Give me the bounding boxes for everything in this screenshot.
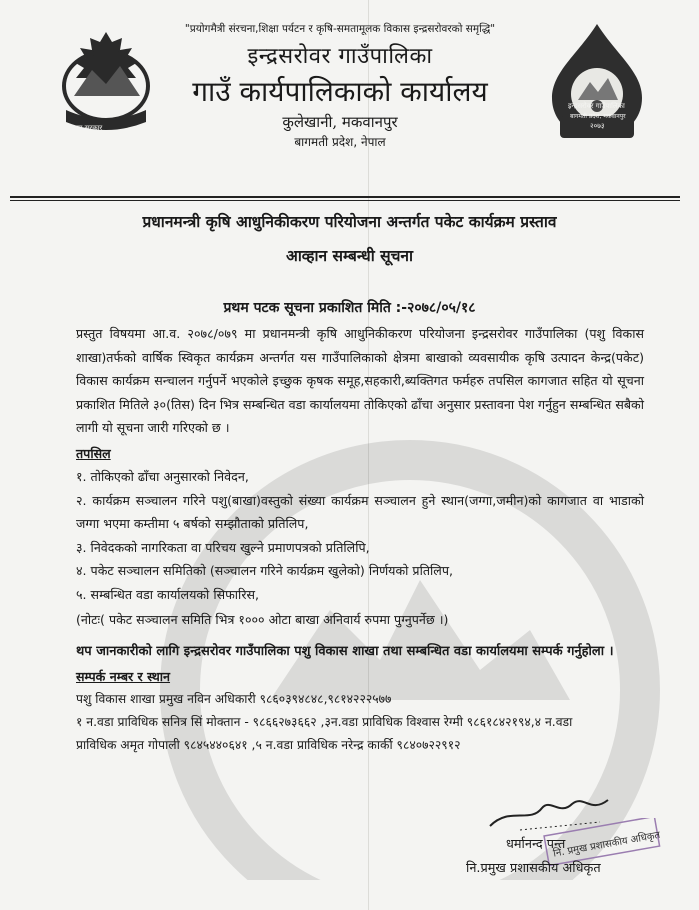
signature-block — [460, 786, 660, 906]
nepal-government-emblem — [52, 26, 160, 136]
list-item: ५. सम्बन्धित वडा कार्यालयको सिफारिस, — [76, 586, 259, 602]
note: (नोटः( पकेट सञ्चालन समिति भित्र १००० ओटा बाखा अनिवार्य रुपमा पुग्नुपर्नेछ ।) — [76, 612, 449, 627]
letterhead — [175, 40, 505, 150]
contact-line: १ न.वडा प्राविधिक सनित्र सिं मोक्तान - ९८६६२७३६६२ ,३न.वडा प्राविधिक विश्वास रेग्मी ९८६१८४२१९४,४ न.वडा — [76, 715, 573, 729]
right-emblem-year: २०७३ — [590, 122, 605, 130]
list-item: १. तोकिएको ढाँचा अनुसारको निवेदन, — [76, 469, 249, 484]
notice-title: प्रधानमन्त्री कृषि आधुनिकीकरण परियोजना अन्तर्गत पकेट कार्यक्रम प्रस्ताव — [142, 213, 557, 231]
office-address: कुलेखानी, मकवानपुर — [282, 113, 398, 131]
office-name: गाउँ कार्यपालिकाको कार्यालय — [192, 75, 488, 108]
motto: "प्रयोगमैत्री संरचना,शिक्षा पर्यटन र कृषि-समतामूलक विकास इन्द्रसरोवरको समृद्धि" — [184, 23, 496, 35]
published-date: प्रथम पटक सूचना प्रकाशित मिति :-२०७८/०५/१८ — [223, 300, 476, 316]
list-item: ४. पकेट सञ्चालन समितिको (सञ्चालन गरिने कार्यक्रम खुलेको) निर्णयको प्रतिलिप, — [76, 563, 453, 578]
list-item: २. कार्यक्रम सञ्चालन गरिने पशु(बाखा)वस्तुको संख्या कार्यक्रम सञ्चालन हुने स्थान(जग्गा,जमीन)को कागजात वा भाडाको जग्गा भएमा कम्तीमा ५ बर्षको सम्झौताको प्रतिलिप, — [76, 492, 644, 531]
list-item: ३. निवेदकको नागरिकता वा परिचय खुल्ने प्रमाणपत्रको प्रतिलिपि, — [76, 539, 370, 555]
right-emblem-subcaption: बागमती प्रदेश, मकवानपुर — [570, 113, 626, 120]
header-divider — [10, 196, 680, 198]
notice-paragraph: प्रस्तुत विषयमा आ.व. २०७८/०७९ मा प्रधानमन्त्री कृषि आधुनिकीकरण परियोजना इन्द्रसरोवर गाउँपालिका (पशु विकास शाखा)तर्फको वार्षिक स्विकृत कार्यक्रम अन्तर्गत यस गाउँपालिकाको क्षेत्रमा बाखाको व्यवसायीक कृषि उत्पादन केन्द्र(पकेट) विकास कार्यक्रम सन्चालन गर्नुपर्ने भएकोले इच्छुक कृषक समूह,सहकारी,ब्यक्तिगत फर्महरु तपसिल कागजात सहित यो सूचना प्रकाशित मितिले ३०(तिस) दिन भित्र सम्बन्धित वडा कार्यालयमा तोकिएको ढाँचा अनुसार प्रस्तावना पेश गर्नुहुन सम्बन्धित सबैको लागी यो सूचना जारी गरिएको छ । — [76, 326, 644, 435]
province-name: बागमती प्रदेश, नेपाल — [294, 135, 386, 149]
notice-subtitle: आव्हान सम्बन्धी सूचना — [285, 247, 414, 265]
more-info-text: थप जानकारीको लागि इन्द्रसरोवर गाउँपालिका पशु विकास शाखा तथा सम्बन्धित वडा कार्यालयमा सम्पर्क गर्नुहोला । — [76, 643, 614, 659]
municipality-name: इन्द्रसरोवर गाउँपालिका — [247, 44, 433, 69]
contact-line: प्राविधिक अमृत गोपाली ९८४५४४०६४१ ,५ न.वडा प्राविधिक नरेन्द्र कार्की ९८४०७२२९१२ — [76, 738, 461, 752]
right-emblem-caption: इन्द्रसरोवर गाउँपालिका — [568, 102, 625, 110]
contact-heading: सम्पर्क नम्बर र स्थान — [76, 668, 171, 684]
left-emblem-caption: नेपाल सरकार — [68, 124, 103, 132]
tapasil-heading: तपसिल — [76, 445, 111, 461]
notice-body — [76, 322, 644, 757]
contact-line: पशु विकास शाखा प्रमुख नविन अधिकारी ९८६०३९४८४८,९८१४२२२५७७ — [76, 692, 392, 706]
header-divider-thin — [10, 200, 680, 201]
stamp-text: नि. प्रमुख प्रशासकीय अधिकृत — [552, 829, 662, 860]
signatory-title: नि.प्रमुख प्रशासकीय अधिकृत — [466, 861, 601, 876]
signatory-name: धर्मानन्द पन्त — [506, 837, 566, 852]
